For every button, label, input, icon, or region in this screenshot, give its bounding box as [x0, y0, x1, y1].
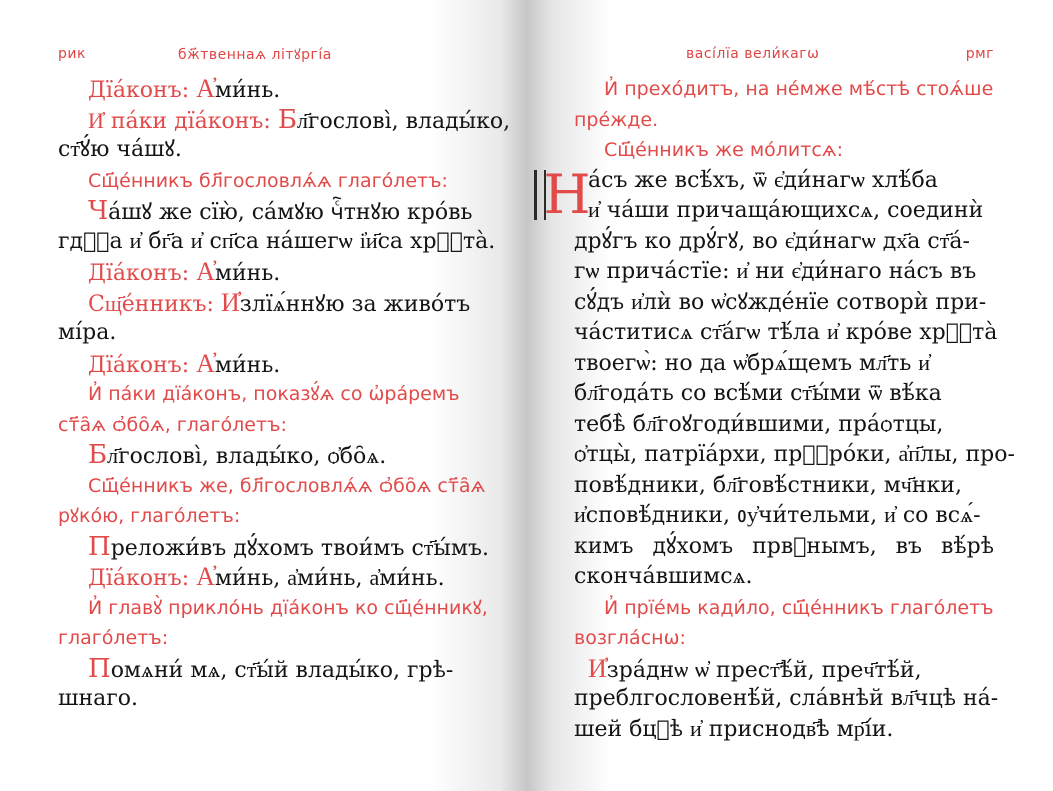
- text-run: мі́ра.: [58, 320, 117, 345]
- text-run: зра́днѡ ѡ҆ прест҃ѣ́й, преч҃тѣ́й,: [606, 657, 922, 683]
- text-run: ча́ститисѧ ст҃а́гѡ тѣ́ла и҆ кро́ве хрⷭ҇та̀: [574, 320, 998, 345]
- text-run: сꙋ́дъ и҆лѝ во ѡ҆сꙋжде́нїе сотворѝ при-: [574, 289, 987, 315]
- text-line: [574, 349, 994, 380]
- right-page-text: [543, 74, 1015, 745]
- left-running-title: бж҃твеннаѧ літꙋргі́а: [177, 46, 332, 63]
- text-line: [574, 532, 994, 563]
- text-line: [574, 501, 994, 532]
- text-run: реложи́въ дꙋ́хомъ твои́мъ ст҃ы́мъ.: [110, 535, 490, 561]
- left-header: [58, 40, 486, 68]
- text-line: [58, 379, 486, 410]
- text-line: [574, 684, 999, 715]
- text-run: гѡ прича́стїе: и҆ ни є҆ди́наго на́съ въ: [574, 259, 977, 284]
- text-run: дꙋ́хомъ: [652, 533, 734, 559]
- text-line: [58, 196, 486, 227]
- text-line: [574, 257, 994, 288]
- rubric-text: Дїа́конъ:: [88, 78, 197, 103]
- text-run: сконча́вшимсѧ.: [574, 564, 753, 589]
- text-run: преблгословенѣ́й, сла́внѣй вл҃чцѣ на́-: [574, 686, 999, 711]
- text-run: ми́нь.: [214, 261, 281, 286]
- text-run: И҆ па́ки дїа́конъ, показꙋ́ѧ со ѡ҆ра́ремъ: [88, 383, 460, 405]
- text-line: [58, 654, 486, 685]
- initial-letter: А҆: [196, 74, 215, 104]
- text-run: а́шꙋ же сїю̀, са́мꙋю чⷭ҇тнꙋю кро́вь: [108, 200, 473, 225]
- rubric-text: Дїа́конъ:: [88, 352, 197, 378]
- text-run: шнаго.: [58, 686, 138, 711]
- text-run: бл҃года́ть со всѣ́ми ст҃ы́ми ѿ вѣ́ка: [574, 381, 942, 406]
- drop-cap-initial: Н: [543, 163, 591, 227]
- text-run: дрꙋ́гъ ко дрꙋ́гꙋ, во є҆ди́нагѡ дх҃а ст҃а́-: [574, 228, 970, 254]
- right-page-number: рмг: [965, 46, 994, 62]
- text-run: Сщ҃е́нникъ же мо́литсѧ:: [604, 139, 844, 161]
- text-line: [58, 288, 486, 319]
- text-run: првⷣнымъ,: [752, 533, 877, 559]
- text-run: тебѣ̀ бл҃гоꙋгоди́вшими, пра́ѻтцы,: [574, 411, 944, 437]
- initial-letter: Б: [277, 104, 297, 135]
- initial-letter: П: [88, 653, 111, 684]
- text-run: злїѧ́ннꙋю за живо́тъ: [239, 291, 471, 317]
- text-line: [574, 410, 994, 441]
- right-running-title: васі́лїа вели́кагѡ: [686, 46, 820, 62]
- text-run: ст҃а̑ѧ ѻ҆бо̑ѧ, глаго́летъ:: [58, 413, 287, 436]
- text-run: омѧни́ мѧ, ст҃ы́й влады́ко, грѣ-: [110, 657, 454, 683]
- text-run: ми́нь.: [214, 78, 281, 103]
- text-line: [58, 227, 496, 258]
- initial-letter: Ч: [88, 196, 109, 226]
- initial-letter: А҆: [196, 257, 215, 287]
- left-page: [0, 0, 526, 791]
- text-line: [574, 105, 994, 136]
- text-line: [58, 684, 486, 715]
- text-line: [58, 501, 486, 532]
- text-run: И҆ главꙋ̀ прикло́нь дїа́конъ ко сщ҃е́нникꙋ,: [88, 596, 488, 619]
- text-line: [574, 227, 994, 258]
- text-line: [574, 440, 1015, 471]
- text-line: [58, 623, 486, 654]
- text-run: ми́нь.: [214, 352, 281, 378]
- text-run: и҆сповѣ́дники, ᲂу҆чи́тельми, и҆ со всѧ́-: [574, 503, 981, 528]
- text-line: [58, 318, 486, 349]
- text-line: [574, 74, 994, 105]
- initial-letter: И҆: [220, 287, 240, 318]
- right-page: [526, 0, 1052, 791]
- text-line: [58, 593, 486, 624]
- text-line: [574, 593, 994, 624]
- rubric-text: Дїа́конъ:: [88, 261, 197, 286]
- text-run: Сщ҃е́нникъ бл҃гословлѧ́ѧ глаго́летъ:: [88, 169, 448, 192]
- text-line: [58, 410, 486, 441]
- text-line: [574, 288, 994, 319]
- text-line: [58, 562, 486, 593]
- text-line: [58, 531, 490, 563]
- text-line: [574, 318, 998, 349]
- text-line: [58, 257, 486, 288]
- text-line: [58, 74, 486, 105]
- text-line: [58, 166, 486, 197]
- text-line: [574, 196, 994, 227]
- text-line: [574, 471, 994, 502]
- text-run: вѣ́рѣ: [940, 533, 994, 559]
- text-run: И҆ прїе́мь кади́ло, сщ҃е́нникъ глаго́летъ: [604, 596, 994, 619]
- rubric-text: Сщ҃е́нникъ:: [88, 291, 221, 317]
- text-line: [58, 349, 486, 380]
- text-line: [58, 104, 511, 136]
- text-line: [58, 471, 486, 502]
- initial-letter: А҆: [196, 348, 215, 379]
- text-run: Сщ҃е́нникъ же, бл҃гословлѧ́ѧ ѻ҆бо̑ѧ ст҃а̑ѧ: [88, 474, 486, 497]
- left-page-text: [58, 74, 511, 715]
- text-line: [58, 135, 486, 166]
- text-line: [574, 562, 994, 593]
- text-line: [574, 379, 994, 410]
- text-run: пре́жде.: [574, 108, 659, 131]
- initial-letter: П: [88, 531, 111, 562]
- rubric-text: И҆ па́ки дїа́конъ:: [88, 108, 278, 134]
- text-run: глаго́летъ:: [58, 627, 169, 649]
- rubric-text: Дїа́конъ:: [88, 566, 197, 591]
- text-line: [58, 440, 486, 471]
- text-run: ми́нь, а҆ми́нь, а҆ми́нь.: [214, 566, 445, 591]
- text-line: [574, 623, 994, 654]
- text-run: возгла́снѡ:: [574, 627, 686, 649]
- text-run: л҃гослові̀, влады́ко,: [296, 108, 511, 134]
- text-run: И҆ прехо́дитъ, на не́мже мѣ́стѣ стоѧ́ше: [604, 78, 994, 100]
- text-run: ст҃ꙋ́ю ча́шꙋ.: [58, 137, 182, 162]
- initial-letter: Б: [88, 440, 108, 470]
- initial-letter: А҆: [196, 562, 215, 592]
- left-page-number: рик: [58, 46, 86, 62]
- initial-letter: И҆: [588, 653, 607, 684]
- text-run: шей бцⷣѣ и҆ приснодв҃ѣ мр҃і́и.: [574, 716, 894, 742]
- text-line: [574, 135, 994, 166]
- text-line: [574, 654, 994, 685]
- text-run: рꙋко́ю, глаго́летъ:: [58, 505, 241, 527]
- text-line: [574, 715, 994, 746]
- text-run: кимъ: [574, 533, 634, 559]
- text-run: ѻ҆тцы̀, патрїа́рхи, прⷪ҇ро́ки, а҆п҃лы, про-: [574, 442, 1015, 467]
- text-run: а́съ же всѣ́хъ, ѿ є҆ди́нагѡ хлѣ́ба: [588, 167, 938, 193]
- text-run: повѣ́дники, бл҃говѣ́стники, мч҃нки,: [574, 472, 962, 498]
- text-run: л҃гослові̀, влады́ко, ѻ҆бо̑ѧ.: [107, 444, 387, 469]
- right-header: [574, 40, 994, 68]
- text-run: гдⷭ҇а и҆ бг҃а и҆ сп҃са на́шегѡ і҆и҃са хрⷭ҇та̀.: [58, 228, 496, 254]
- text-run: и҆ ча́ши причаща́ющихсѧ, соединѝ: [588, 198, 984, 223]
- text-run: твоегѡ̀: но да ѡ҆брѧ́щемъ мл҃ть и҆: [574, 350, 931, 376]
- text-run: въ: [895, 533, 923, 559]
